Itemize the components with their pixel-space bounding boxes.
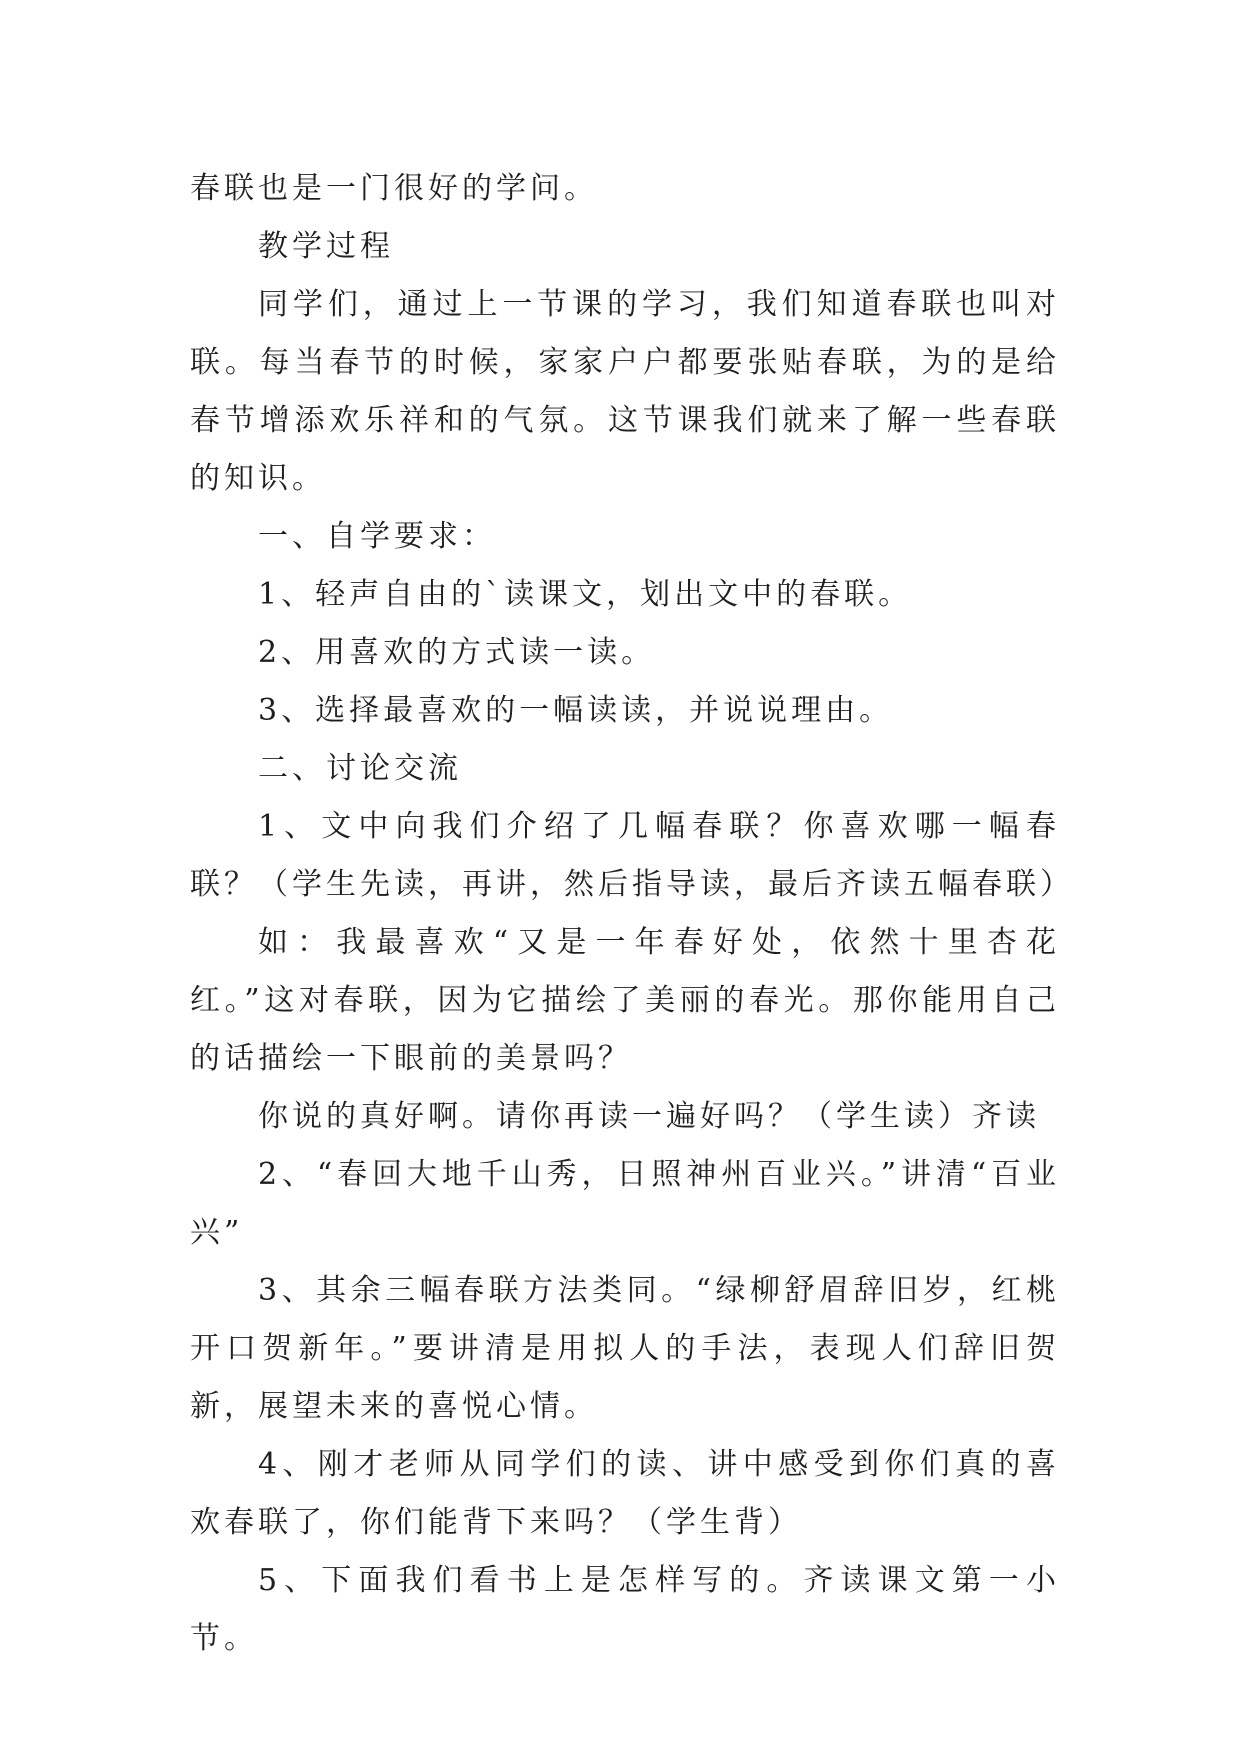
list-item-discussion-2: 2、“春回大地千山秀，日照神州百业兴。”讲清“百业兴” [190,1157,1060,1250]
section-heading-self-study: 一、自学要求： [258,519,496,554]
list-item-self-study-1: 1、轻声自由的`读课文，划出文中的春联。 [258,577,913,612]
list-item-discussion-3: 3、其余三幅春联方法类同。“绿柳舒眉辞旧岁，红桃开口贺新年。”要讲清是用拟人的手法，表现人们辞旧贺新，展望未来的喜悦心情。 [190,1273,1060,1424]
section-heading-discussion: 二、讨论交流 [258,751,462,786]
paragraph-continuation: 春联也是一门很好的学问。 [190,171,598,206]
section-heading-teaching-process: 教学过程 [258,229,394,264]
list-item-discussion-4: 4、刚才老师从同学们的读、讲中感受到你们真的喜欢春联了，你们能背下来吗？（学生背） [190,1447,1060,1540]
paragraph-praise: 你说的真好啊。请你再读一遍好吗？（学生读）齐读 [258,1099,1040,1134]
paragraph-intro: 同学们，通过上一节课的学习，我们知道春联也叫对联。每当春节的时候，家家户户都要张贴春联，为的是给春节增添欢乐祥和的气氛。这节课我们就来了解一些春联的知识。 [190,287,1060,496]
list-item-self-study-3: 3、选择最喜欢的一幅读读，并说说理由。 [258,693,894,728]
list-item-self-study-2: 2、用喜欢的方式读一读。 [258,635,656,670]
paragraph-example: 如：我最喜欢“又是一年春好处，依然十里杏花红。”这对春联，因为它描绘了美丽的春光。那你能用自己的话描绘一下眼前的美景吗？ [190,925,1060,1076]
list-item-discussion-1: 1、文中向我们介绍了几幅春联？你喜欢哪一幅春联？（学生先读，再讲，然后指导读，最后齐读五幅春联） [190,809,1074,902]
document-body [190,160,1074,1668]
list-item-discussion-5: 5、下面我们看书上是怎样写的。齐读课文第一小节。 [190,1563,1060,1656]
